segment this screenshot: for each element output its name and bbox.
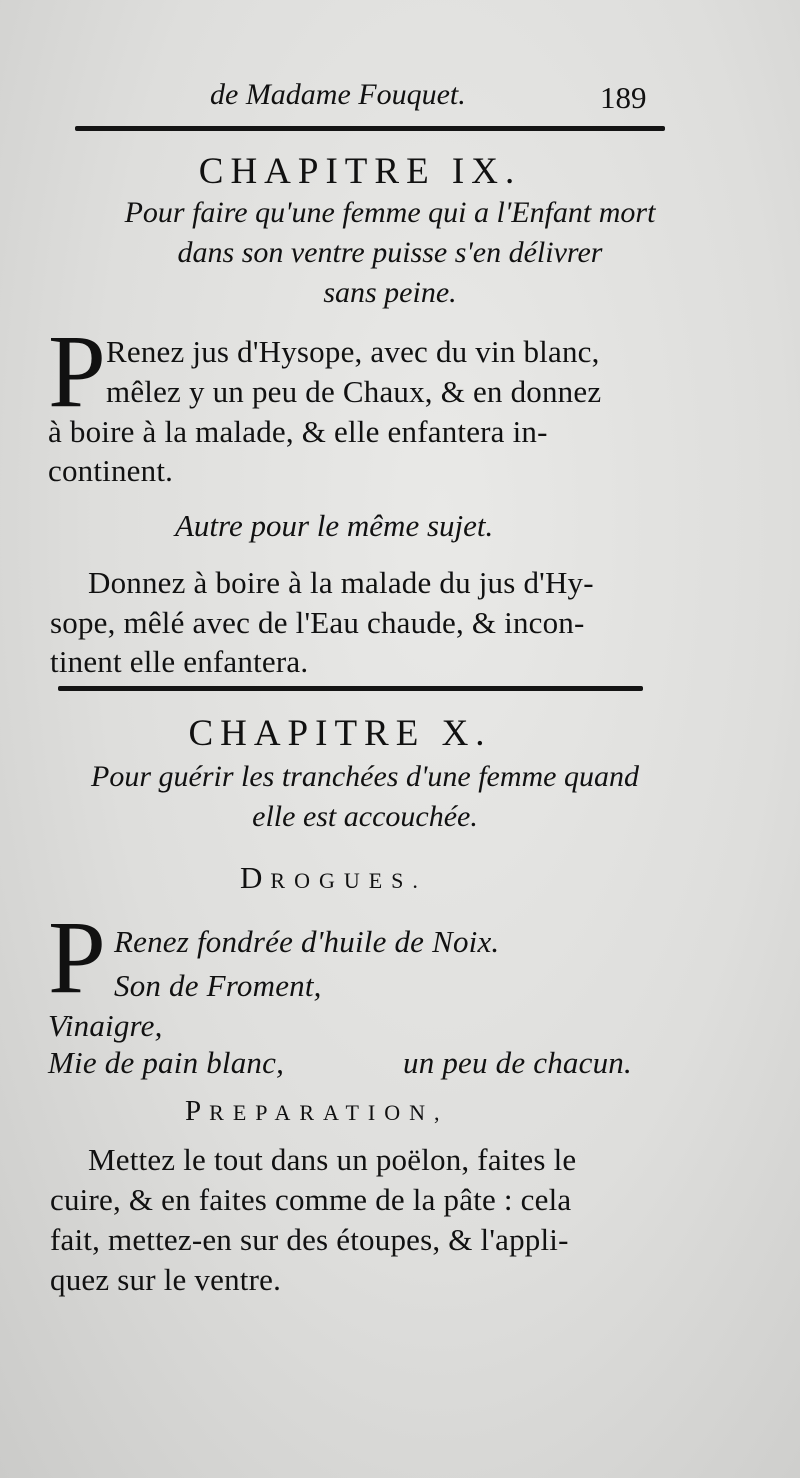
chapter-10-title-line: Pour guérir les tranchées d'une femme quand [91, 760, 639, 793]
drogues-heading [240, 860, 427, 896]
paragraph-line: fait, mettez-en sur des étoupes, & l'appli- [50, 1222, 569, 1257]
autre-subheading: Autre pour le même sujet. [175, 508, 494, 543]
paragraph-line: Donnez à boire à la malade du jus d'Hy- [88, 565, 594, 600]
page-number: 189 [600, 80, 647, 115]
paragraph-line: Renez jus d'Hysope, avec du vin blanc, [106, 334, 600, 369]
recipe-item: Mie de pain blanc, [48, 1045, 285, 1080]
paragraph-line: mêlez y un peu de Chaux, & en donnez [106, 374, 602, 409]
chapter-9-title-line: Pour faire qu'une femme qui a l'Enfant mort [124, 196, 656, 229]
paragraph-line: sope, mêlé avec de l'Eau chaude, & incon- [50, 605, 585, 640]
preparation-initial: P [185, 1095, 210, 1127]
chapter-9-paragraph-1 [48, 314, 660, 492]
header-rule [75, 126, 665, 131]
running-head: de Madame Fouquet. [210, 78, 466, 111]
paragraph-line: cuire, & en faites comme de la pâte : cela [50, 1182, 572, 1217]
recipe-quantity: un peu de chacun. [403, 1045, 632, 1080]
recipe-item: Renez fondrée d'huile de Noix. [114, 924, 500, 959]
recipe-item: Son de Froment, [114, 968, 322, 1003]
chapter-rule [58, 686, 643, 691]
paragraph-line: tinent elle enfantera. [50, 644, 309, 679]
preparation-heading [185, 1095, 449, 1128]
drogues-rest: ROGUES. [270, 868, 427, 893]
drop-cap: P [48, 314, 107, 429]
paragraph-line: quez sur le ventre. [50, 1262, 282, 1297]
chapter-10-heading: CHAPITRE X. [188, 713, 492, 754]
chapter-9-title-line: dans son ventre puisse s'en délivrer [177, 236, 603, 269]
chapter-10-title [30, 757, 700, 837]
paragraph-line: à boire à la malade, & elle enfantera in- [48, 414, 548, 449]
drop-cap: P [48, 900, 107, 1015]
chapter-9-heading: CHAPITRE IX. [198, 151, 522, 192]
paragraph-line: Mettez le tout dans un poëlon, faites le [88, 1142, 577, 1177]
chapter-9-paragraph-2 [50, 563, 662, 683]
recipe-item: Vinaigre, [48, 1008, 163, 1043]
drogues-initial: D [240, 860, 271, 895]
chapter-9-title-line: sans peine. [323, 276, 457, 309]
chapter-9-title [40, 193, 740, 313]
paragraph-line: continent. [48, 453, 174, 488]
chapter-10-paragraph [50, 1140, 670, 1300]
chapter-10-title-line: elle est accouchée. [252, 800, 478, 833]
preparation-rest: REPARATION, [209, 1100, 449, 1125]
recipe-list [48, 900, 668, 1080]
